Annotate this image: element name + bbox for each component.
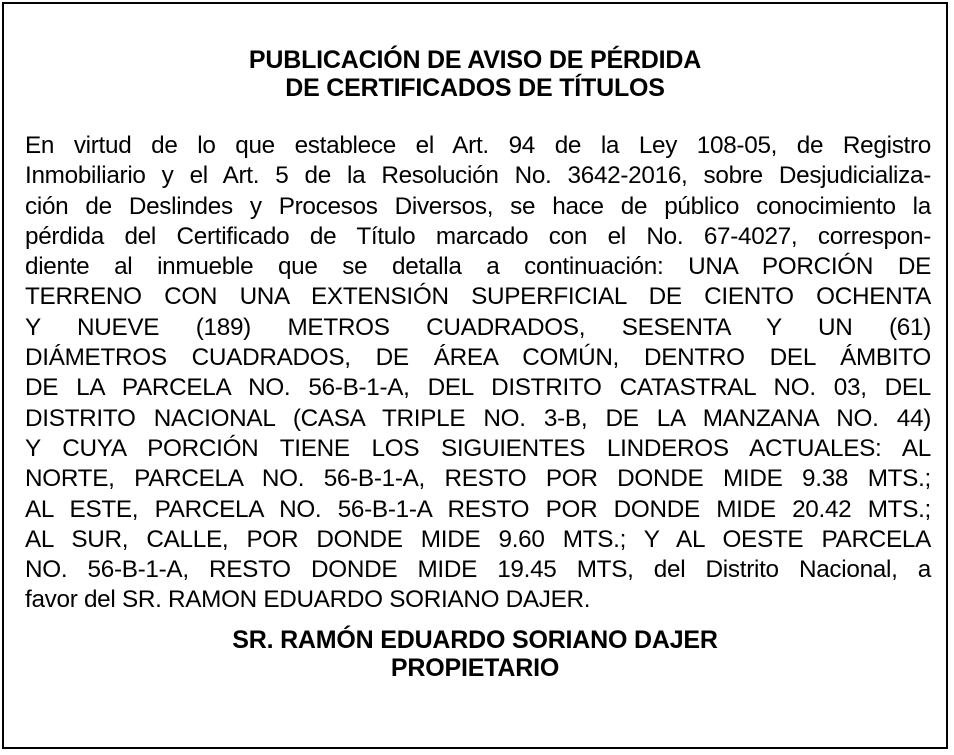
notice-body <box>25 131 931 616</box>
body-line: DISTRITO NACIONAL (CASA TRIPLE NO. 3-B, DE LA MANZANA NO. 44) <box>25 404 931 432</box>
body-line: AL ESTE, PARCELA NO. 56-B-1-A RESTO POR DONDE MIDE 20.42 MTS.; <box>25 495 931 523</box>
signature-name: SR. RAMÓN EDUARDO SORIANO DAJER <box>232 626 718 654</box>
body-line: diente al inmueble que se detalla a continuación: UNA PORCIÓN DE <box>25 253 931 281</box>
body-line: Y NUEVE (189) METROS CUADRADOS, SESENTA Y UN (61) <box>25 313 931 341</box>
body-line: NORTE, PARCELA NO. 56-B-1-A, RESTO POR DONDE MIDE 9.38 MTS.; <box>25 465 931 493</box>
body-line: favor del SR. RAMON EDUARDO SORIANO DAJER. <box>25 586 591 614</box>
body-line: TERRENO CON UNA EXTENSIÓN SUPERFICIAL DE CIENTO OCHENTA <box>25 283 931 311</box>
notice-frame <box>2 2 948 749</box>
body-line: En virtud de lo que establece el Art. 94 de la Ley 108-05, de Registro <box>25 132 931 159</box>
body-line: AL SUR, CALLE, POR DONDE MIDE 9.60 MTS.; Y AL OESTE PARCELA <box>25 525 931 553</box>
body-line: Y CUYA PORCIÓN TIENE LOS SIGUIENTES LINDEROS ACTUALES: AL <box>25 434 931 462</box>
notice-title-line-1: PUBLICACIÓN DE AVISO DE PÉRDIDA <box>248 46 702 74</box>
signature-role: PROPIETARIO <box>390 654 560 682</box>
body-line: DE LA PARCELA NO. 56-B-1-A, DEL DISTRITO CATASTRAL NO. 03, DEL <box>25 374 931 402</box>
notice-title <box>4 46 946 102</box>
body-line: Inmobiliario y el Art. 5 de la Resolución No. 3642-2016, sobre Desjudicializa- <box>25 162 931 190</box>
signature-block <box>4 626 946 682</box>
body-line: ción de Deslindes y Procesos Diversos, se hace de público conocimiento la <box>25 192 931 220</box>
body-line: pérdida del Certificado de Título marcado con el No. 67-4027, correspon- <box>25 222 931 250</box>
body-line: DIÁMETROS CUADRADOS, DE ÁREA COMÚN, DENTRO DEL ÁMBITO <box>25 344 931 372</box>
body-line: NO. 56-B-1-A, RESTO DONDE MIDE 19.45 MTS, del Distrito Nacional, a <box>25 556 931 584</box>
notice-title-line-2: DE CERTIFICADOS DE TÍTULOS <box>285 74 665 102</box>
